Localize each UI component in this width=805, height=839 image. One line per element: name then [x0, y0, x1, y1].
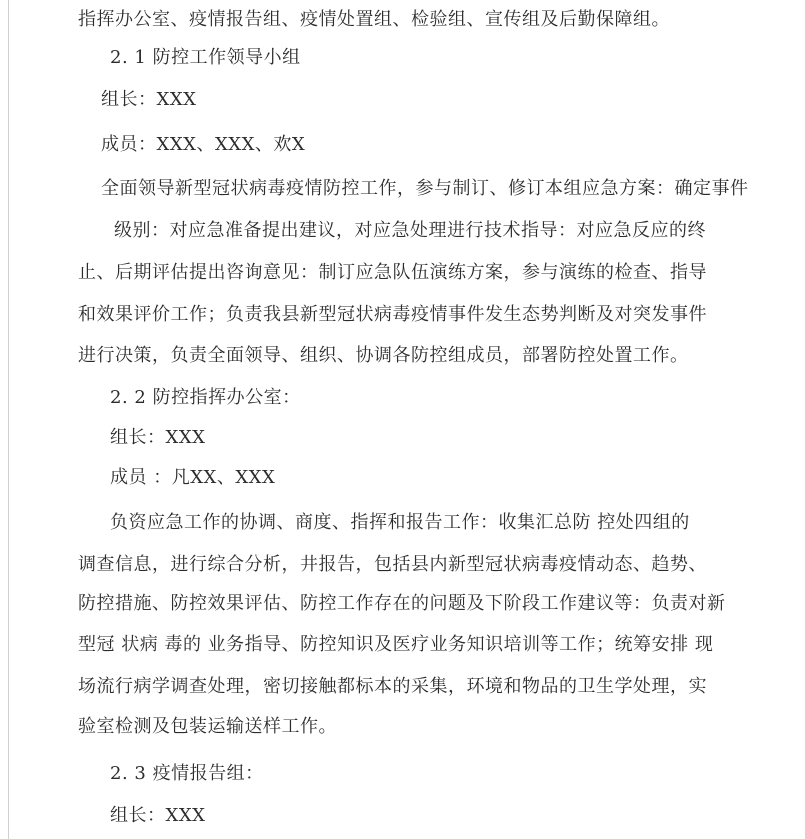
paragraph-line: 防控措施、防控效果评估、防控工作存在的问题及下阶段工作建议等：负责对新 — [78, 593, 726, 614]
paragraph-line: 止、后期评估提出咨询意见：制订应急队伍演练方案，参与演练的检查、指导 — [78, 262, 707, 283]
section-heading: 2. 1 防控工作领导小组 — [110, 47, 301, 68]
text-line: 指挥办公室、疫情报告组、疫情处置组、检验组、宣传组及后勤保障组。 — [78, 9, 670, 30]
text-line: 成员 ：凡XX、XXX — [110, 467, 276, 488]
paragraph-line: 场流行病学调查处理，密切接触都标本的采集，环境和物品的卫生学处理，实 — [78, 676, 707, 697]
text-line: 组长：XXX — [110, 427, 206, 448]
section-heading: 2. 3 疫情报告组： — [110, 763, 264, 784]
paragraph-line: 和效果评价工作；负责我县新型冠状病毒疫情事件发生态势判断及对突发事件 — [78, 304, 707, 325]
paragraph-line: 负资应急工作的协调、商度、指挥和报告工作：收集汇总防 控处四组的 — [110, 512, 690, 533]
paragraph-line: 调查信息，进行综合分析，井报告，包括县内新型冠状病毒疫情动态、趋势、 — [78, 554, 707, 575]
paragraph-line: 验室检测及包装运输送样工作。 — [78, 716, 337, 737]
paragraph-line: 型冠 状病 毒的 业务指导、防控知识及医疗业务知识培训等工作；统筹安排 现 — [78, 634, 714, 655]
section-heading: 2. 2 防控指挥办公室： — [110, 387, 301, 408]
text-line: 组长：XXX — [110, 805, 206, 826]
paragraph-line: 级别：对应急准备提出建议，对应急处理进行技术指导：对应急反应的终 — [114, 220, 706, 241]
paragraph-line: 进行决策，负责全面领导、组织、协调各防控组成员，部署防控处置工作。 — [78, 345, 689, 366]
text-line: 成员：XXX、XXX、欢X — [101, 134, 306, 155]
text-line: 组长：XXX — [101, 89, 197, 110]
page-edge — [8, 0, 9, 839]
paragraph-line: 全面领导新型冠状病毒疫情防控工作，参与制订、修订本组应急方案：确定事件 — [101, 178, 749, 199]
